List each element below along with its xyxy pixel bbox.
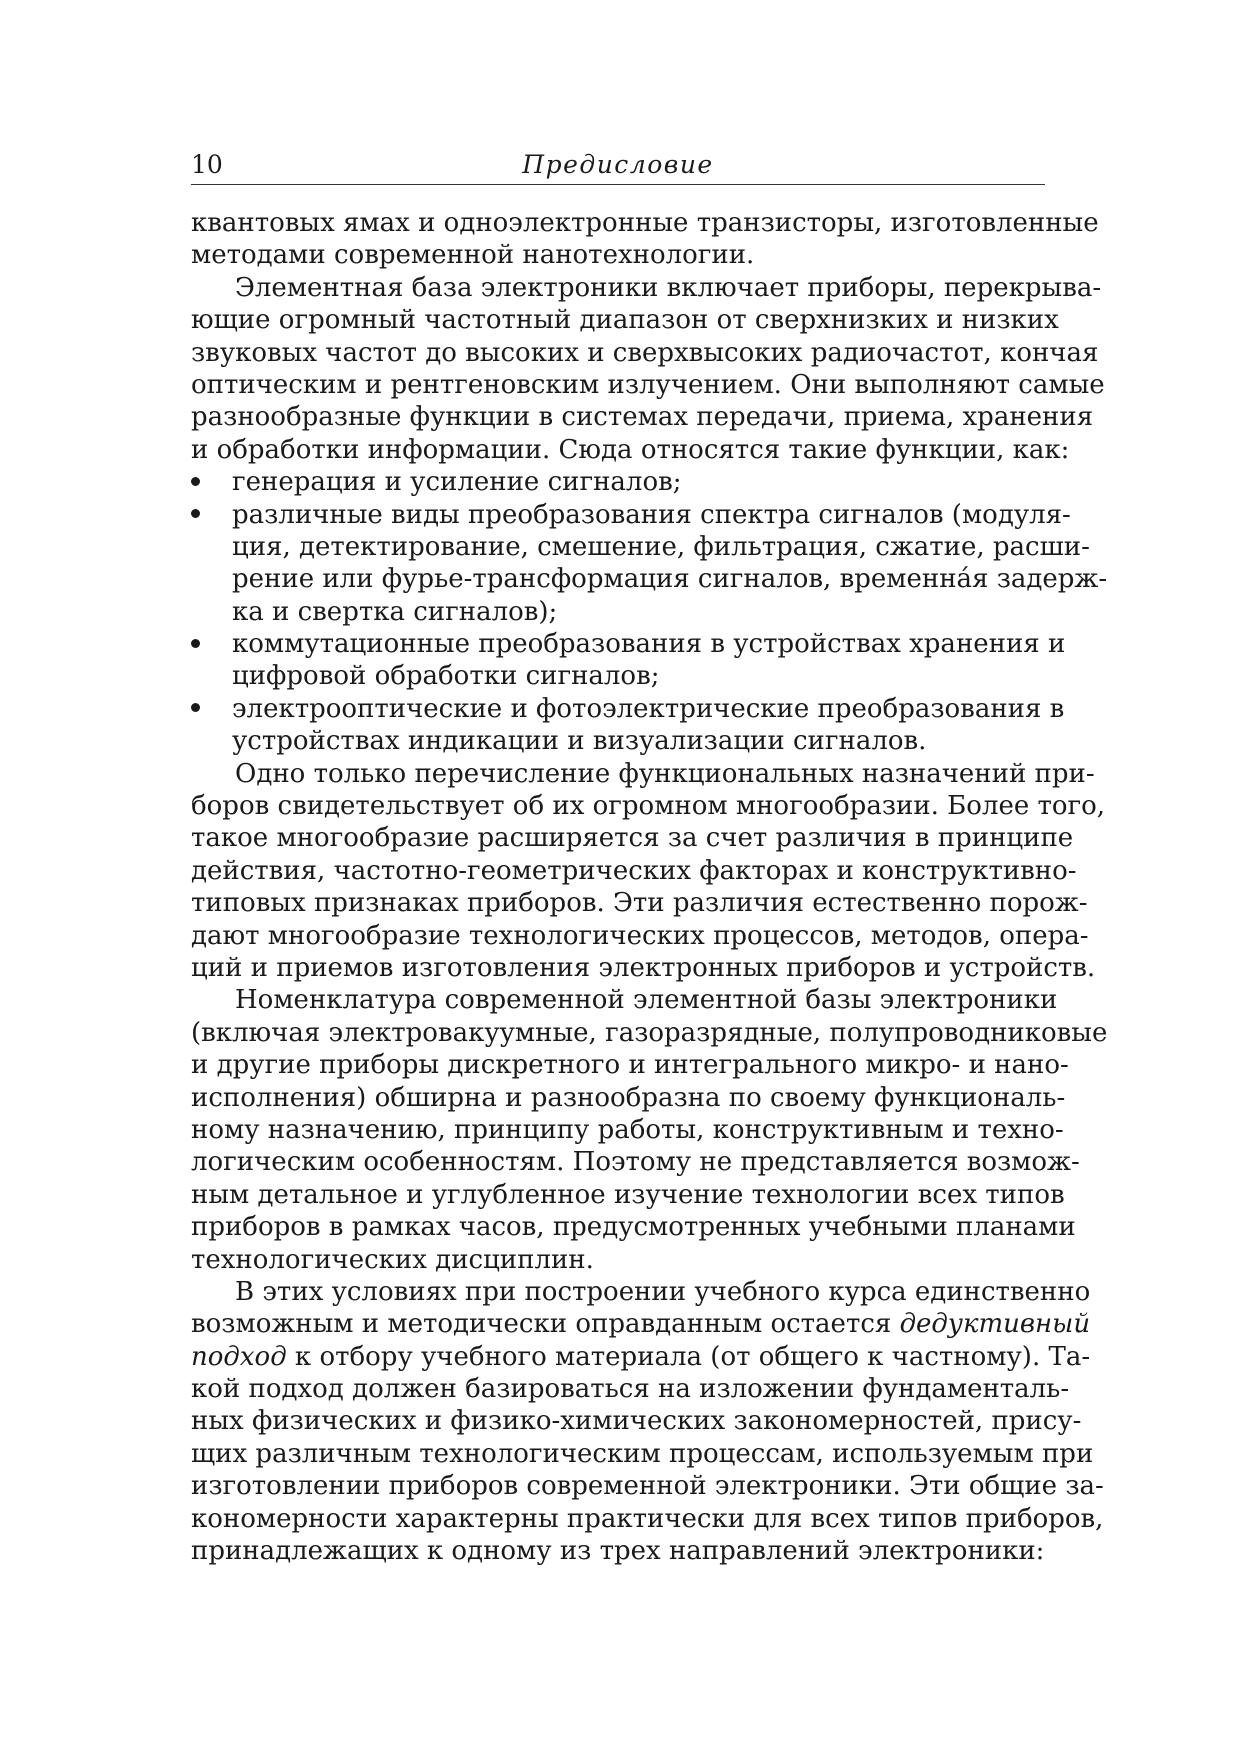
text-line: ному назначению, принципу работы, конструктивным и техно- xyxy=(191,1114,1064,1145)
text-line: дают многообразие технологических процессов, методов, опера- xyxy=(191,920,1089,951)
text-line: ция, детектирование, смешение, фильтрация, сжатие, расши- xyxy=(232,531,1090,562)
text-line: принадлежащих к одному из трех направлений электроники: xyxy=(191,1536,1045,1567)
text-line: устройствах индикации и визуализации сигналов. xyxy=(232,726,927,757)
list-item xyxy=(191,693,1065,725)
text-line: ющие огромный частотный диапазон от сверхнизких и низких xyxy=(191,305,1059,336)
text-line xyxy=(191,1341,1091,1373)
text-line: изготовлении приборов современной электроники. Эти общие за- xyxy=(191,1471,1104,1502)
list-item-text: генерация и усиление сигналов; xyxy=(232,467,682,498)
text-line: ка и свертка сигналов); xyxy=(232,596,558,627)
list-item xyxy=(191,466,1045,498)
emphasis-term: дедуктивный xyxy=(899,1309,1091,1340)
list-item xyxy=(191,628,1066,660)
list-item-text: коммутационные преобразования в устройствах хранения и xyxy=(232,629,1066,660)
list-item-text: различные виды преобразования спектра сигналов (модуля- xyxy=(232,499,1071,530)
bullet-icon xyxy=(191,693,211,725)
text-line: цифровой обработки сигналов; xyxy=(232,661,660,692)
text-line: щих различным технологическим процессам, используемым при xyxy=(191,1438,1094,1469)
text-fragment: к отбору учебного материала (от общего к частному). Та- xyxy=(286,1341,1091,1372)
text-line: кономерности характерны практически для всех типов приборов, xyxy=(191,1503,1104,1534)
text-line: боров свидетельствует об их огромном многообразии. Более того, xyxy=(191,791,1106,822)
text-line: типовых признаках приборов. Эти различия естественно порож- xyxy=(191,888,1088,919)
bullet-icon xyxy=(191,499,211,531)
list-item xyxy=(191,499,1071,531)
bullet-icon xyxy=(191,466,211,498)
text-line: методами современной нанотехнологии. xyxy=(191,240,755,271)
text-line: кой подход должен базироваться на изложении фундаменталь- xyxy=(191,1374,1070,1405)
list-item-text: электрооптические и фотоэлектрические преобразования в xyxy=(232,693,1065,724)
body-text xyxy=(191,207,1108,1567)
text-line: Номенклатура современной элементной базы электроники xyxy=(235,985,1058,1016)
text-line: разнообразные функции в системах передачи, приема, хранения xyxy=(191,402,1094,433)
text-line: и обработки информации. Сюда относятся такие функции, как: xyxy=(191,434,1070,465)
text-line: (включая электровакуумные, газоразрядные, полупроводниковые xyxy=(191,1017,1108,1048)
text-line: исполнения) обширна и разнообразна по своему функциональ- xyxy=(191,1082,1066,1113)
text-line: ным детальное и углубленное изучение технологии всех типов xyxy=(191,1179,1065,1210)
text-line: Одно только перечисление функциональных назначений при- xyxy=(235,758,1095,789)
text-line: Элементная база электроники включает приборы, перекрыва- xyxy=(235,272,1102,303)
emphasis-term: подход xyxy=(191,1341,287,1372)
running-title: Предисловие xyxy=(522,150,714,179)
text-line: звуковых частот до высоких и сверхвысоких радиочастот, кончая xyxy=(191,337,1099,368)
text-line: квантовых ямах и одноэлектронные транзисторы, изготовленные xyxy=(191,208,1099,238)
bullet-icon xyxy=(191,628,211,660)
text-line xyxy=(191,1308,1091,1340)
text-line: и другие приборы дискретного и интегрального микро- и нано- xyxy=(191,1050,1069,1081)
text-line: технологических дисциплин. xyxy=(191,1244,594,1275)
text-line: такое многообразие расширяется за счет различия в принципе xyxy=(191,823,1074,854)
text-line: рение или фурье-трансформация сигналов, временна́я задерж- xyxy=(232,564,1108,595)
text-fragment: возможным и методически оправданным остается xyxy=(191,1309,900,1340)
text-line: В этих условиях при построении учебного курса единственно xyxy=(235,1276,1091,1307)
text-line: ций и приемов изготовления электронных приборов и устройств. xyxy=(191,952,1096,983)
text-line: приборов в рамках часов, предусмотренных учебными планами xyxy=(191,1212,1076,1243)
text-line: ных физических и физико-химических закономерностей, прису- xyxy=(191,1406,1082,1437)
text-line: оптическим и рентгеновским излучением. Они выполняют самые xyxy=(191,369,1105,400)
text-line: действия, частотно-геометрических факторах и конструктивно- xyxy=(191,855,1077,886)
page-header xyxy=(191,150,1045,185)
text-line: логическим особенностям. Поэтому не представляется возмож- xyxy=(191,1147,1080,1178)
page-number: 10 xyxy=(191,150,223,179)
